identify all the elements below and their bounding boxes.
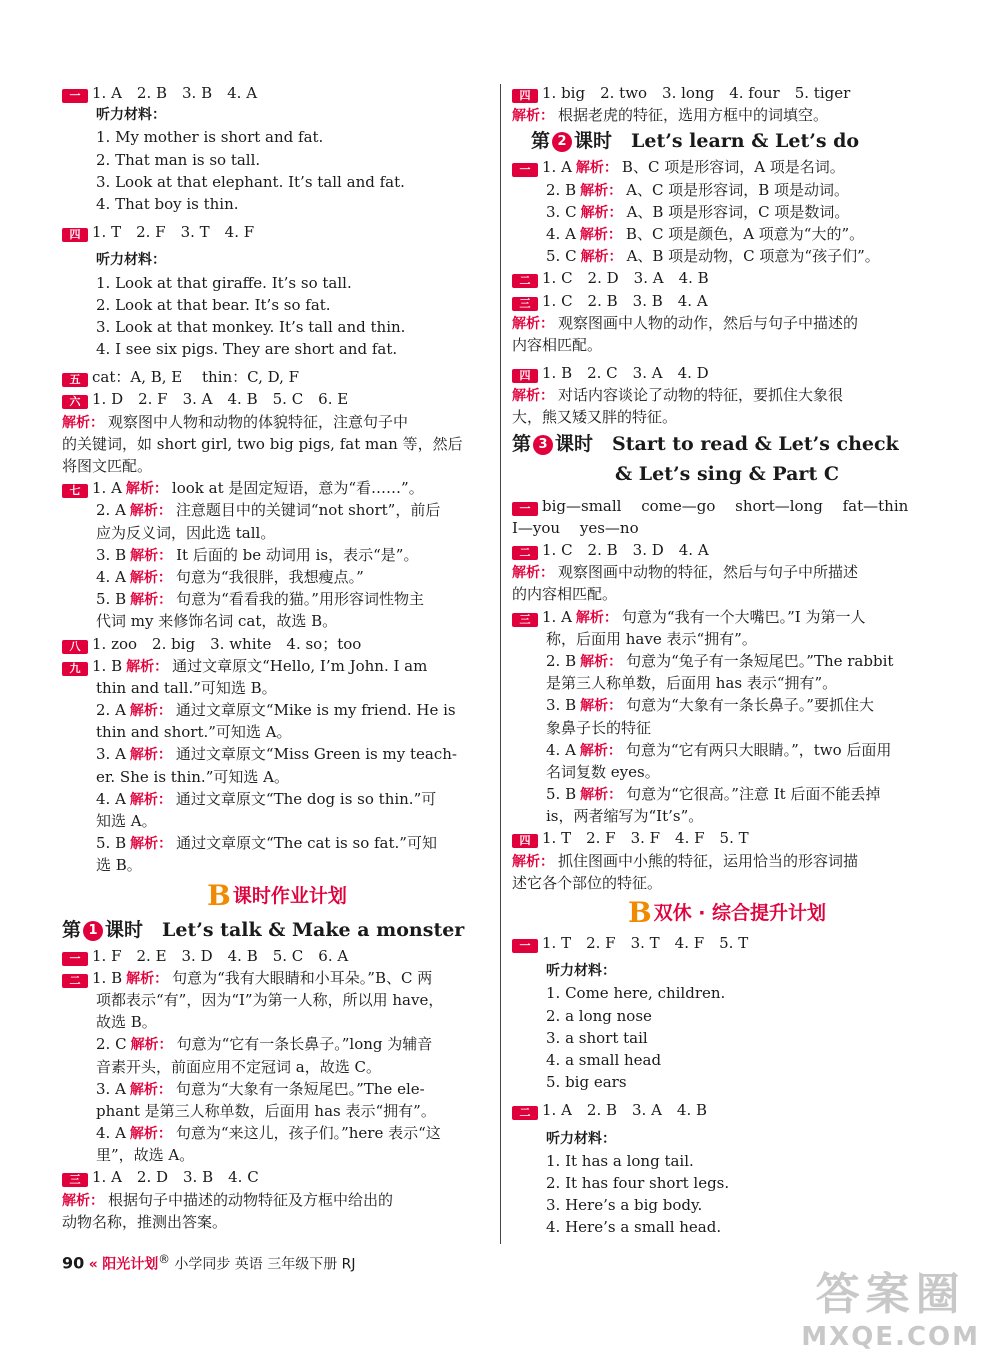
left-column	[62, 82, 492, 1233]
listening-item: 5. big ears	[546, 1073, 627, 1092]
lesson-number-badge: 2	[552, 132, 572, 152]
registered-mark: ®	[158, 1252, 170, 1266]
section-marker: 一	[512, 502, 538, 516]
section-marker: 七	[62, 484, 88, 498]
explanation-text: 句意为“大象有一条长鼻子。”要抓住大	[626, 696, 874, 715]
explanation-label: 解析：	[580, 249, 623, 266]
explanation-line	[512, 384, 942, 406]
answer-line	[512, 827, 942, 849]
listening-heading: 听力材料：	[96, 107, 166, 124]
section-marker: 四	[512, 89, 538, 103]
lesson-title: 课时 Let’s talk & Make a monster	[105, 918, 465, 941]
explanation-label: 解析：	[579, 226, 622, 243]
answer-explanation-line	[512, 739, 942, 761]
answer-line	[512, 290, 942, 312]
answer-text: 1. T 2. F 3. F 4. F 5. T	[542, 829, 749, 848]
answer-number: 4. A	[546, 224, 576, 243]
lesson-heading	[62, 915, 492, 945]
answer-explanation-line	[62, 544, 492, 566]
explanation-label: 解析：	[580, 653, 623, 670]
listening-item: 2. It has four short legs.	[546, 1173, 730, 1192]
explanation-label: 解析：	[129, 1081, 172, 1098]
explanation-label: 解析：	[62, 414, 104, 431]
answer-explanation-line	[512, 245, 942, 267]
listening-item: 4. a small head	[546, 1050, 662, 1069]
explanation-line	[62, 411, 492, 433]
section-marker: 二	[62, 974, 88, 988]
explanation-text: 句意为“兔子有一条短尾巴。”The rabbit	[626, 651, 894, 670]
answer-text: 1. T 2. F 3. T 4. F	[92, 223, 255, 242]
listening-item: 4. I see six pigs. They are short and fat.	[96, 340, 398, 359]
answer-number: 2. A	[96, 701, 126, 720]
answer-number: 3. A	[96, 1079, 126, 1098]
paragraph-line: 的内容相匹配。	[512, 585, 618, 604]
explanation-label: 解析：	[580, 787, 623, 804]
answer-explanation-line	[512, 201, 942, 223]
lesson-heading	[512, 429, 942, 459]
answer-explanation-line	[62, 699, 492, 721]
section-title: 双休 · 综合提升计划	[653, 902, 827, 924]
explanation-text: 通过文章原文“Miss Green is my teach-	[175, 745, 457, 764]
answer-text: 1. B 2. C 3. A 4. D	[542, 364, 709, 383]
watermark-text: 答案圈	[815, 1269, 966, 1320]
answer-number: 1. A	[542, 158, 572, 177]
answer-number: 4. A	[546, 740, 576, 759]
lesson-prefix: 第	[512, 130, 551, 153]
explanation-text: 句意为“我很胖，我想瘦点。”	[175, 567, 364, 586]
section-marker: 四	[62, 228, 88, 242]
lesson-number-badge: 1	[83, 921, 103, 941]
answer-explanation-line	[62, 499, 492, 521]
paragraph-line: 动物名称，推测出答案。	[62, 1212, 228, 1231]
explanation-label: 解析：	[129, 503, 172, 520]
answer-number: 3. B	[96, 545, 127, 564]
section-marker: 三	[512, 297, 538, 311]
section-marker: 一	[62, 952, 88, 966]
explanation-label: 解析：	[512, 565, 554, 582]
paragraph-line: phant 是第三人称单数，后面用 has 表示“拥有”。	[96, 1101, 436, 1120]
answer-explanation-line	[62, 832, 492, 854]
explanation-text: B、C 项是形容词，A 项是名词。	[621, 158, 845, 177]
answer-number: 4. A	[96, 567, 126, 586]
paragraph-line: I—you yes—no	[512, 518, 639, 537]
paragraph-line: 音素开头，前面应用不定冠词 a，故选 C。	[96, 1057, 381, 1076]
answer-number: 1. B	[92, 968, 123, 987]
answer-explanation-line	[62, 1122, 492, 1144]
explanation-text: 通过文章原文“Mike is my friend. He is	[175, 701, 456, 720]
answer-number: 3. C	[546, 202, 577, 221]
answer-explanation-line	[512, 156, 942, 178]
listening-item: 3. a short tail	[546, 1028, 648, 1047]
listening-item: 3. Look at that elephant. It’s tall and fat.	[96, 172, 405, 191]
explanation-label: 解析：	[129, 747, 172, 764]
lesson-prefix: 第	[62, 918, 82, 941]
watermark	[801, 1258, 980, 1352]
explanation-line	[62, 1189, 492, 1211]
book-info: 小学同步 英语 三年级下册 RJ	[169, 1256, 356, 1273]
section-marker: 四	[512, 369, 538, 383]
answer-text: big—small come—go short—long fat—thin	[542, 496, 909, 515]
answer-line	[62, 1166, 492, 1188]
paragraph-line: 里”，故选 A。	[96, 1146, 195, 1165]
listening-item: 3. Here’s a big body.	[546, 1196, 703, 1215]
section-marker: 三	[62, 1173, 88, 1187]
answer-number: 4. A	[96, 1124, 126, 1143]
explanation-label: 解析：	[575, 160, 618, 177]
answer-line	[512, 932, 942, 954]
section-marker: 六	[62, 395, 88, 409]
explanation-label: 解析：	[580, 698, 623, 715]
explanation-text: 通过文章原文“The cat is so fat.”可知	[176, 834, 437, 853]
explanation-text: A、C 项是形容词，B 项是动词。	[626, 180, 849, 199]
answer-line	[512, 267, 942, 289]
lesson-number-badge: 3	[533, 435, 553, 455]
answer-number: 4. A	[96, 789, 126, 808]
lesson-prefix: 第	[512, 432, 532, 455]
answer-number: 2. B	[546, 180, 577, 199]
explanation-label: 解析：	[130, 1037, 173, 1054]
lesson-heading-continued: & Let’s sing & Part C	[615, 462, 839, 485]
answer-text: 1. T 2. F 3. T 4. F 5. T	[542, 934, 749, 952]
double-chevron-icon: «	[88, 1256, 98, 1273]
explanation-label: 解析：	[129, 569, 172, 586]
paragraph-line: thin and short.”可知选 A。	[96, 723, 292, 742]
paragraph-line: 选 B。	[96, 856, 142, 875]
paragraph-line: 述它各个部位的特征。	[512, 873, 663, 892]
explanation-label: 解析：	[512, 315, 554, 332]
answer-explanation-line	[62, 1033, 492, 1055]
explanation-label: 解析：	[62, 1192, 104, 1209]
explanation-label: 解析：	[580, 204, 623, 221]
answer-line	[512, 1099, 942, 1121]
paragraph-line: 将图文匹配。	[62, 457, 153, 475]
explanation-line	[512, 104, 942, 126]
section-heading	[512, 894, 942, 932]
answer-text: 1. D 2. F 3. A 4. B 5. C 6. E	[92, 390, 349, 409]
explanation-text: 句意为“看看我的猫。”用形容词性物主	[176, 590, 424, 609]
paragraph-line: 的关键词，如 short girl, two big pigs, fat man 等，然后	[62, 434, 463, 453]
listening-item: 1. It has a long tail.	[546, 1151, 694, 1170]
section-marker: 一	[512, 163, 538, 177]
explanation-label: 解析：	[579, 742, 622, 759]
explanation-text: 通过文章原文“Hello, I’m John. I am	[172, 656, 428, 675]
answer-number: 5. C	[546, 247, 577, 266]
answer-text: 1. C 2. B 3. B 4. A	[542, 291, 708, 310]
listening-item: 2. a long nose	[546, 1006, 652, 1025]
paragraph-line: 象鼻子长的特征	[546, 718, 652, 737]
answer-text: 1. F 2. E 3. D 4. B 5. C 6. A	[92, 946, 349, 965]
section-title: 课时作业计划	[232, 884, 347, 907]
answer-explanation-line	[62, 566, 492, 588]
answer-explanation-line	[62, 655, 492, 677]
explanation-text: 观察图画中动物的特征，然后与句子中所描述	[558, 563, 859, 582]
section-marker: 二	[512, 274, 538, 288]
answer-explanation-line	[62, 477, 492, 499]
answer-number: 1. A	[542, 607, 572, 626]
answer-explanation-line	[512, 650, 942, 672]
paragraph-line: er. She is thin.”可知选 A。	[96, 767, 289, 786]
answer-number: 5. B	[96, 834, 127, 853]
answer-number: 3. A	[96, 745, 126, 764]
right-column	[512, 82, 942, 1238]
paragraph-line: 代词 my 来修饰名词 cat，故选 B。	[96, 612, 338, 631]
explanation-label: 解析：	[580, 182, 623, 199]
answer-explanation-line	[512, 606, 942, 628]
explanation-line	[512, 312, 942, 334]
answer-line	[512, 82, 942, 104]
answer-text: 1. A 2. B 3. A 4. B	[542, 1101, 708, 1120]
answer-line	[512, 495, 942, 517]
answer-explanation-line	[62, 588, 492, 610]
brand-name: 阳光计划	[102, 1256, 159, 1273]
b-section-icon: B	[627, 896, 652, 929]
explanation-text: 注意题目中的关键词“not short”，前后	[175, 501, 441, 520]
explanation-text: look at 是固定短语，意为“看……”。	[171, 479, 424, 498]
listening-heading: 听力材料：	[96, 252, 166, 269]
paragraph-line: 内容相匹配。	[512, 335, 603, 354]
explanation-label: 解析：	[129, 703, 172, 720]
explanation-text: 句意为“它有一条长鼻子。”long 为辅音	[176, 1035, 433, 1054]
answer-line	[62, 82, 492, 104]
explanation-text: B、C 项是颜色，A 项意为“大的”。	[625, 224, 865, 243]
section-marker: 八	[62, 640, 88, 654]
page-number: 90	[62, 1253, 85, 1273]
explanation-text: 句意为“来这儿，孩子们。”here 表示“这	[175, 1124, 441, 1143]
answer-line	[62, 633, 492, 655]
explanation-line	[512, 561, 942, 583]
explanation-text: 句意为“我有一个大嘴巴。”I 为第一人	[621, 607, 866, 626]
paragraph-line: is，两者缩写为“It’s”。	[546, 807, 704, 826]
answer-number: 1. B	[92, 656, 123, 675]
listening-heading: 听力材料：	[546, 963, 616, 980]
section-marker: 三	[512, 613, 538, 627]
answer-explanation-line	[62, 1078, 492, 1100]
listening-item: 4. That boy is thin.	[96, 194, 239, 213]
b-section-icon: B	[207, 878, 231, 912]
explanation-text: 通过文章原文“The dog is so thin.”可	[175, 789, 437, 808]
explanation-text: 根据句子中描述的动物特征及方框中给出的	[108, 1190, 394, 1209]
section-marker: 九	[62, 662, 88, 676]
answer-text: 1. big 2. two 3. long 4. four 5. tiger	[542, 84, 851, 102]
answer-explanation-line	[62, 788, 492, 810]
answer-number: 5. B	[546, 785, 577, 804]
listening-heading: 听力材料：	[546, 1130, 616, 1147]
answer-text: cat：A, B, E thin：C, D, F	[92, 368, 300, 387]
listening-item: 4. Here’s a small head.	[546, 1218, 722, 1237]
section-marker: 五	[62, 373, 88, 387]
answer-line	[62, 945, 492, 967]
answer-number: 2. B	[546, 651, 577, 670]
paragraph-line: 是第三人称单数，后面用 has 表示“拥有”。	[546, 674, 838, 693]
answer-explanation-line	[512, 694, 942, 716]
answer-text: 1. A 2. B 3. B 4. A	[92, 84, 258, 102]
answer-number: 2. C	[96, 1035, 127, 1054]
paragraph-line: thin and tall.”可知选 B。	[96, 678, 277, 697]
answer-number: 5. B	[96, 590, 127, 609]
answer-explanation-line	[512, 783, 942, 805]
section-marker: 四	[512, 834, 538, 848]
explanation-text: 句意为“它很高。”注意 It 后面不能丢掉	[626, 785, 881, 804]
listening-item: 3. Look at that monkey. It’s tall and thin.	[96, 317, 406, 336]
answer-explanation-line	[512, 179, 942, 201]
answer-text: 1. C 2. B 3. D 4. A	[542, 541, 709, 559]
explanation-label: 解析：	[126, 658, 169, 675]
paragraph-line: 应为反义词，因此选 tall。	[96, 523, 276, 542]
section-marker: 二	[512, 546, 538, 560]
explanation-label: 解析：	[126, 970, 169, 987]
section-marker: 一	[62, 89, 88, 103]
listening-item: 1. Come here, children.	[546, 984, 726, 1003]
explanation-label: 解析：	[129, 791, 172, 808]
paragraph-line: 名词复数 eyes。	[546, 762, 660, 781]
explanation-label: 解析：	[512, 388, 554, 405]
answer-text: 1. A 2. D 3. B 4. C	[92, 1168, 259, 1187]
explanation-text: A、B 项是动物，C 项意为“孩子们”。	[626, 247, 880, 266]
answer-explanation-line	[62, 967, 492, 989]
answer-number: 3. B	[546, 696, 577, 715]
lesson-heading	[512, 126, 942, 156]
answer-line	[512, 362, 942, 384]
section-marker: 二	[512, 1106, 538, 1120]
answer-line	[62, 366, 492, 388]
explanation-label: 解析：	[130, 836, 173, 853]
explanation-text: 根据老虎的特征，选用方框中的词填空。	[558, 106, 829, 125]
listening-item: 1. My mother is short and fat.	[96, 128, 324, 147]
explanation-text: 观察图中人物和动物的体貌特征，注意句子中	[108, 412, 409, 431]
paragraph-line: 大，熊又矮又胖的特征。	[512, 408, 678, 427]
listening-item: 1. Look at that giraffe. It’s so tall.	[96, 273, 352, 292]
answer-line	[62, 388, 492, 410]
paragraph-line: 称，后面用 have 表示“拥有”。	[546, 629, 757, 648]
paragraph-line: 知选 A。	[96, 812, 157, 830]
answer-line	[512, 539, 942, 561]
section-marker: 一	[512, 939, 538, 953]
explanation-label: 解析：	[129, 1126, 172, 1143]
lesson-title: 课时 Let’s learn & Let’s do	[574, 130, 860, 153]
answer-number: 2. A	[96, 501, 126, 520]
paragraph-line: 故选 B。	[96, 1013, 157, 1032]
explanation-label: 解析：	[125, 481, 168, 498]
lesson-title: 课时 Start to read & Let’s check	[555, 432, 899, 455]
answer-line	[62, 221, 492, 243]
explanation-text: It 后面的 be 动词用 is，表示“是”。	[176, 545, 419, 564]
section-heading	[62, 877, 492, 915]
answer-number: 1. A	[92, 479, 122, 498]
explanation-text: 观察图画中人物的动作，然后与句子中描述的	[558, 313, 859, 332]
explanation-label: 解析：	[130, 547, 173, 564]
explanation-label: 解析：	[512, 853, 554, 870]
answer-text: 1. zoo 2. big 3. white 4. so；too	[92, 634, 362, 653]
answer-explanation-line	[62, 743, 492, 765]
explanation-label: 解析：	[512, 108, 554, 125]
explanation-text: 对话内容谈论了动物的特征，要抓住大象很	[558, 386, 844, 405]
explanation-text: A、B 项是形容词，C 项是数词。	[626, 202, 850, 221]
page-footer	[62, 1252, 356, 1274]
explanation-text: 抓住图画中小熊的特征，运用恰当的形容词描	[558, 851, 859, 870]
listening-item: 2. That man is so tall.	[96, 150, 261, 169]
explanation-label: 解析：	[575, 609, 618, 626]
answer-text: 1. C 2. D 3. A 4. B	[542, 269, 709, 288]
watermark-url: MXQE.COM	[801, 1322, 980, 1352]
explanation-line	[512, 850, 942, 872]
explanation-text: 句意为“它有两只大眼睛。”，two 后面用	[625, 740, 892, 759]
explanation-label: 解析：	[130, 592, 173, 609]
listening-item: 2. Look at that bear. It’s so fat.	[96, 295, 331, 314]
explanation-text: 句意为“大象有一条短尾巴。”The ele-	[175, 1079, 425, 1098]
column-divider	[500, 84, 501, 1244]
paragraph-line: 项都表示“有”，因为“I”为第一人称，所以用 have，	[96, 990, 444, 1009]
answer-explanation-line	[512, 223, 942, 245]
explanation-text: 句意为“我有大眼睛和小耳朵。”B、C 两	[172, 968, 433, 987]
